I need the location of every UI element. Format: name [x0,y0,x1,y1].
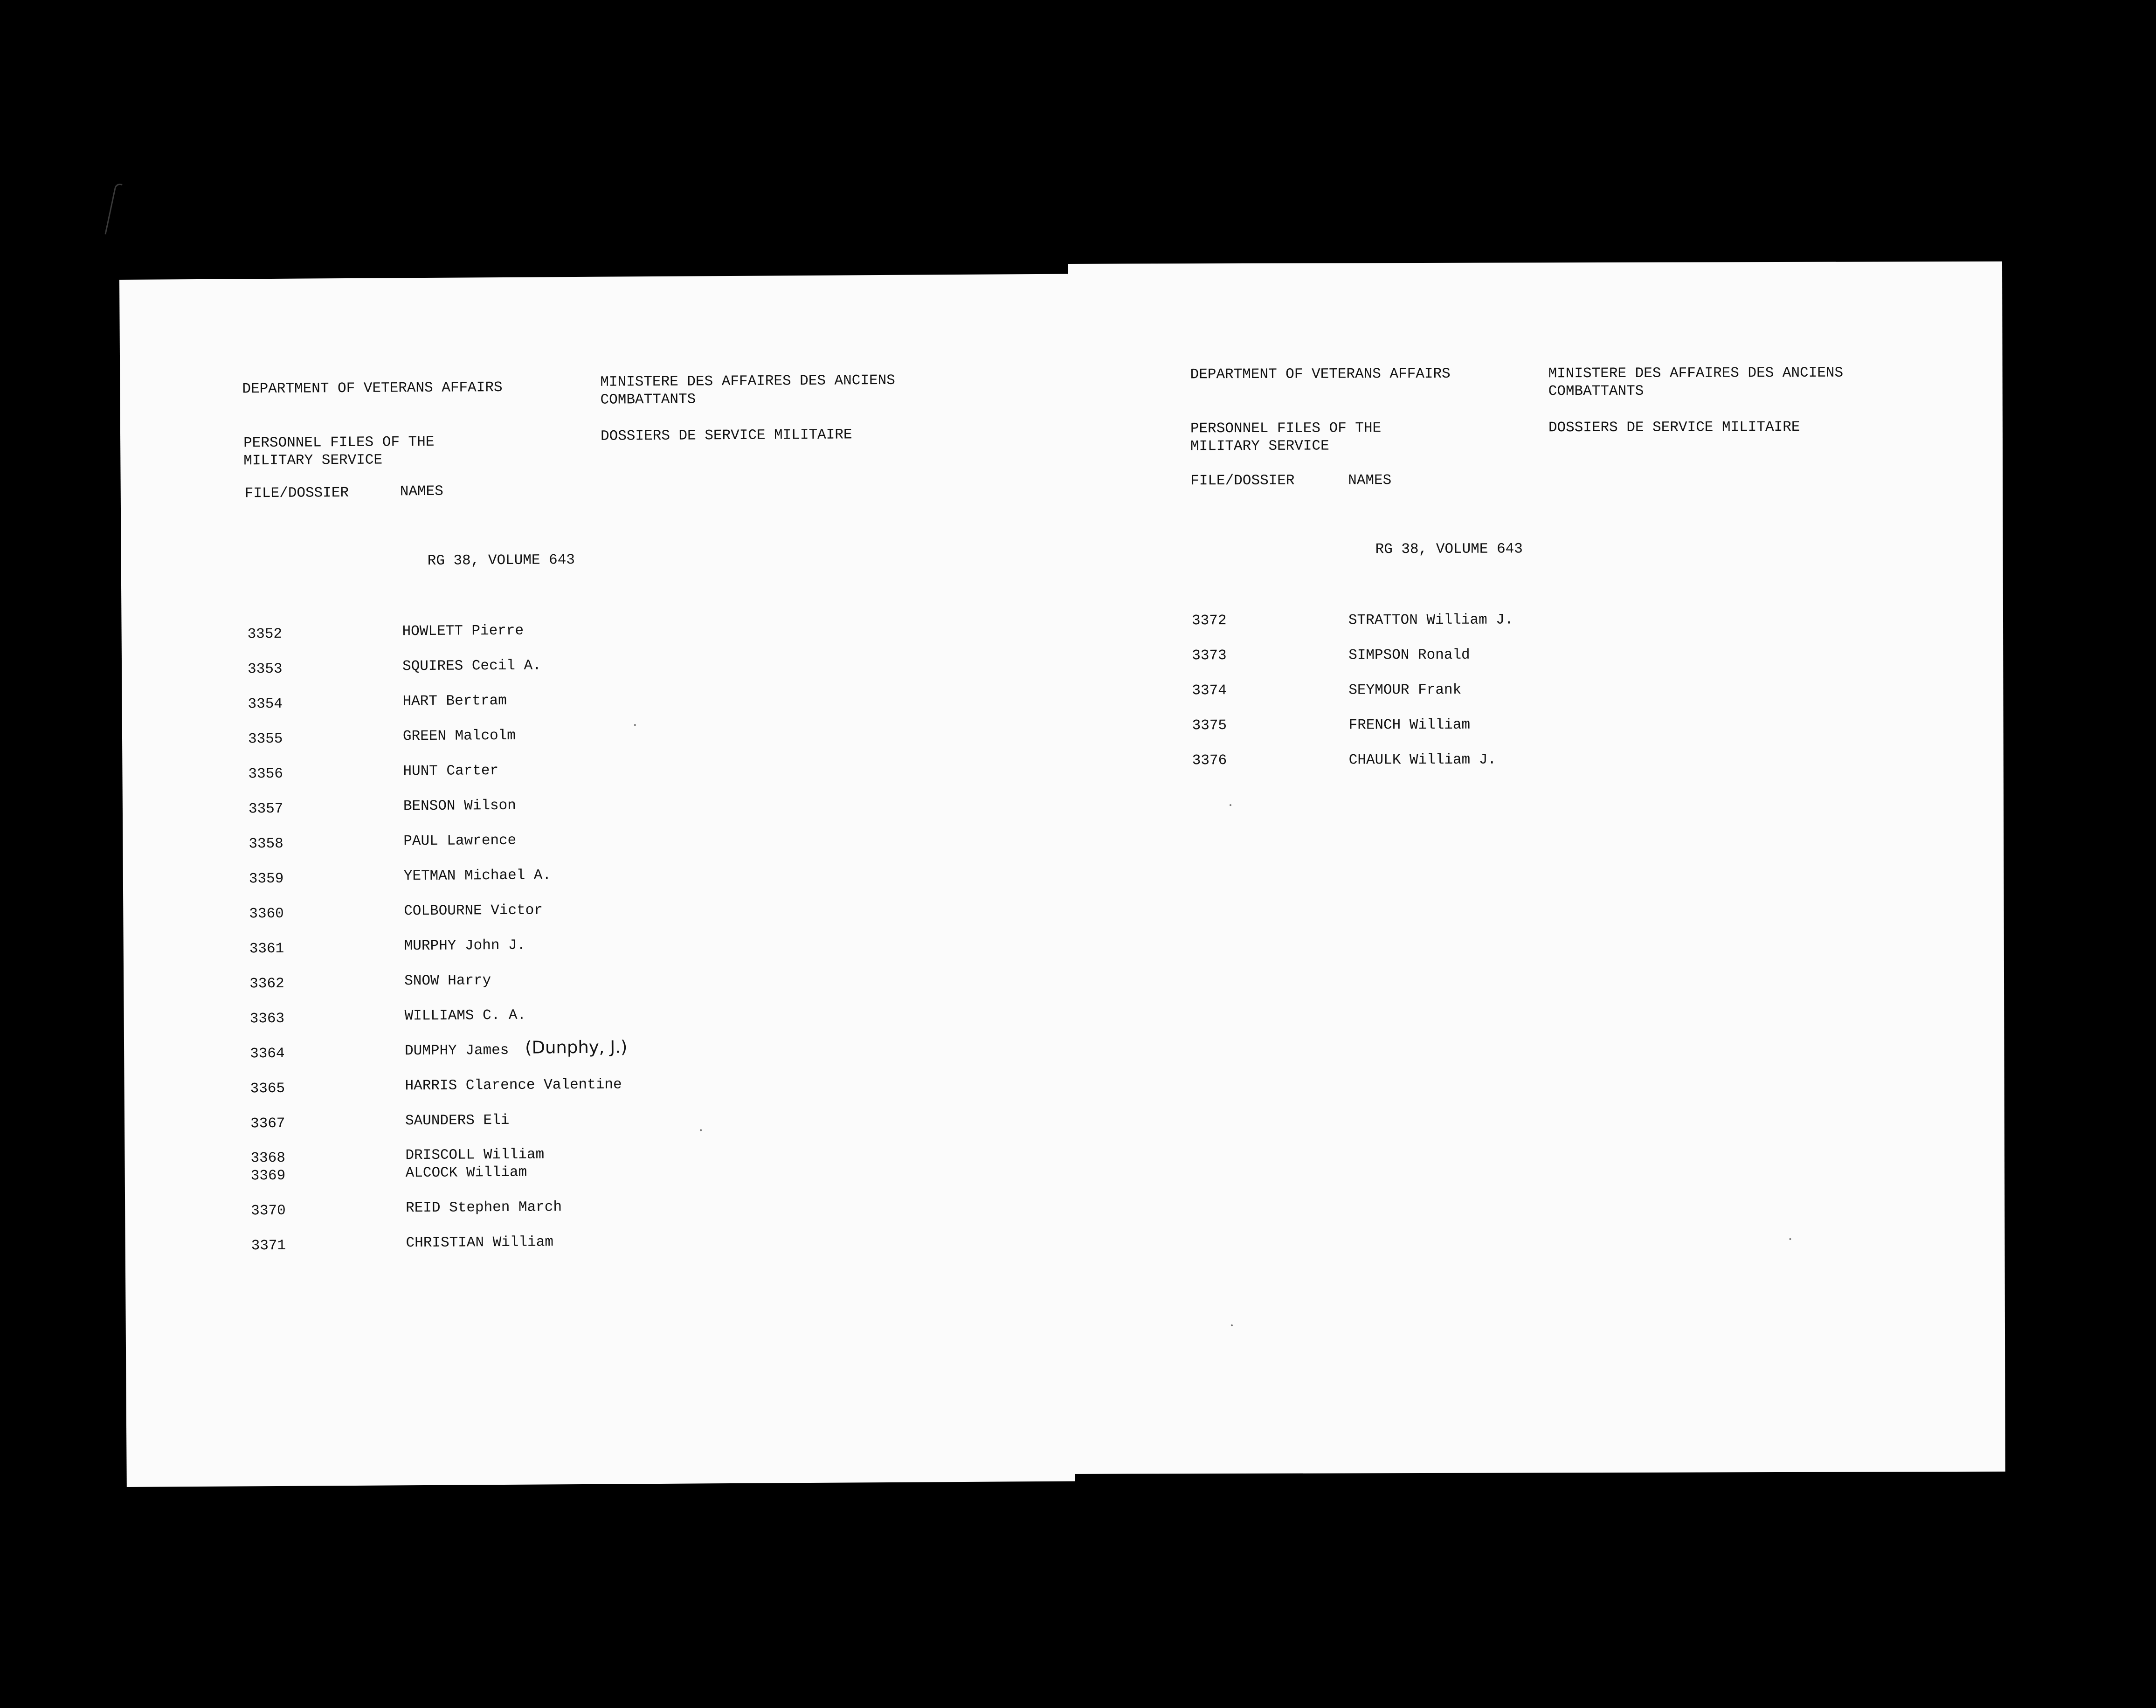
entry-name: GREEN Malcolm [402,727,516,745]
handwritten-annotation: (Dunphy, J.) [525,1037,628,1058]
file-number: 3364 [250,1045,285,1062]
entry-name: DRISCOLL William [405,1146,545,1164]
volume-reference: RG 38, VOLUME 643 [1375,541,1523,558]
file-number: 3360 [249,905,284,923]
department-french-line1: MINISTERE DES AFFAIRES DES ANCIENS [1548,365,1844,382]
column-header-file: FILE/DOSSIER [244,485,349,502]
entry-name: HARRIS Clarence Valentine [405,1076,622,1095]
file-number: 3355 [248,730,283,748]
file-number: 3370 [251,1202,286,1219]
file-number: 3365 [250,1080,285,1097]
entry-name: WILLIAMS C. A. [404,1007,526,1025]
file-number: 3373 [1192,647,1227,664]
speck-mark [1231,1324,1233,1326]
file-number: 3363 [249,1010,285,1027]
entry-name: COLBOURNE Victor [404,902,543,920]
film-scratch [104,183,122,236]
file-number: 3358 [249,835,283,853]
file-number: 3368 [250,1150,286,1167]
department-english: DEPARTMENT OF VETERANS AFFAIRS [242,379,503,398]
file-number: 3354 [248,696,283,713]
file-number: 3367 [250,1115,285,1132]
department-french-line2: COMBATTANTS [1548,383,1644,400]
entry-name: HART Bertram [402,692,507,710]
file-number: 3361 [249,940,284,957]
entry-name: SQUIRES Cecil A. [402,657,541,675]
entry-name: ALCOCK William [405,1164,527,1182]
file-number: 3356 [248,765,283,783]
file-number: 3369 [250,1167,286,1185]
file-number: 3371 [251,1237,286,1254]
department-english: DEPARTMENT OF VETERANS AFFAIRS [1190,365,1451,383]
entry-name: REID Stephen March [406,1199,562,1217]
file-number: 3372 [1191,613,1227,629]
column-header-file: FILE/DOSSIER [1190,472,1295,489]
series-english-line2: MILITARY SERVICE [243,452,383,469]
speck-mark [634,724,636,726]
entry-name: CHAULK William J. [1348,751,1497,769]
entry-name: BENSON Wilson [403,797,516,815]
file-number: 3359 [249,870,284,888]
entry-name: SIMPSON Ronald [1348,647,1470,664]
entry-name: PAUL Lawrence [403,832,517,850]
entry-name: SNOW Harry [404,972,491,990]
column-header-names: NAMES [400,483,443,500]
file-number: 3353 [248,661,283,678]
file-number: 3362 [249,975,284,992]
file-number: 3375 [1192,717,1227,734]
department-french-line1: MINISTERE DES AFFAIRES DES ANCIENS [600,372,895,391]
entry-name: FRENCH William [1348,716,1471,734]
entry-name: MURPHY John J. [404,937,526,955]
file-number: 3374 [1192,682,1227,699]
entry-name: HOWLETT Pierre [402,622,524,640]
speck-mark [700,1129,702,1131]
document-page-left [119,274,1075,1487]
entry-name: SEYMOUR Frank [1348,682,1462,699]
file-number: 3352 [247,626,283,643]
column-header-names: NAMES [1348,472,1392,489]
file-number: 3357 [248,800,283,818]
file-number: 3376 [1192,752,1227,769]
document-page-right [1068,262,2005,1474]
volume-reference: RG 38, VOLUME 643 [427,552,575,569]
series-french: DOSSIERS DE SERVICE MILITAIRE [1548,419,1800,436]
entry-name: DUMPHY James [405,1042,509,1060]
department-french-line2: COMBATTANTS [600,391,696,408]
speck-mark [1230,804,1231,806]
series-english-line1: PERSONNEL FILES OF THE [243,434,435,452]
series-french: DOSSIERS DE SERVICE MILITAIRE [600,427,852,445]
entry-name: HUNT Carter [403,763,499,780]
entry-name: SAUNDERS Eli [405,1112,510,1129]
entry-name: YETMAN Michael A. [403,867,552,885]
entry-name: CHRISTIAN William [406,1234,554,1252]
series-english-line1: PERSONNEL FILES OF THE [1190,420,1382,437]
series-english-line2: MILITARY SERVICE [1190,438,1329,455]
speck-mark [1789,1238,1791,1240]
entry-name: STRATTON William J. [1348,612,1513,629]
